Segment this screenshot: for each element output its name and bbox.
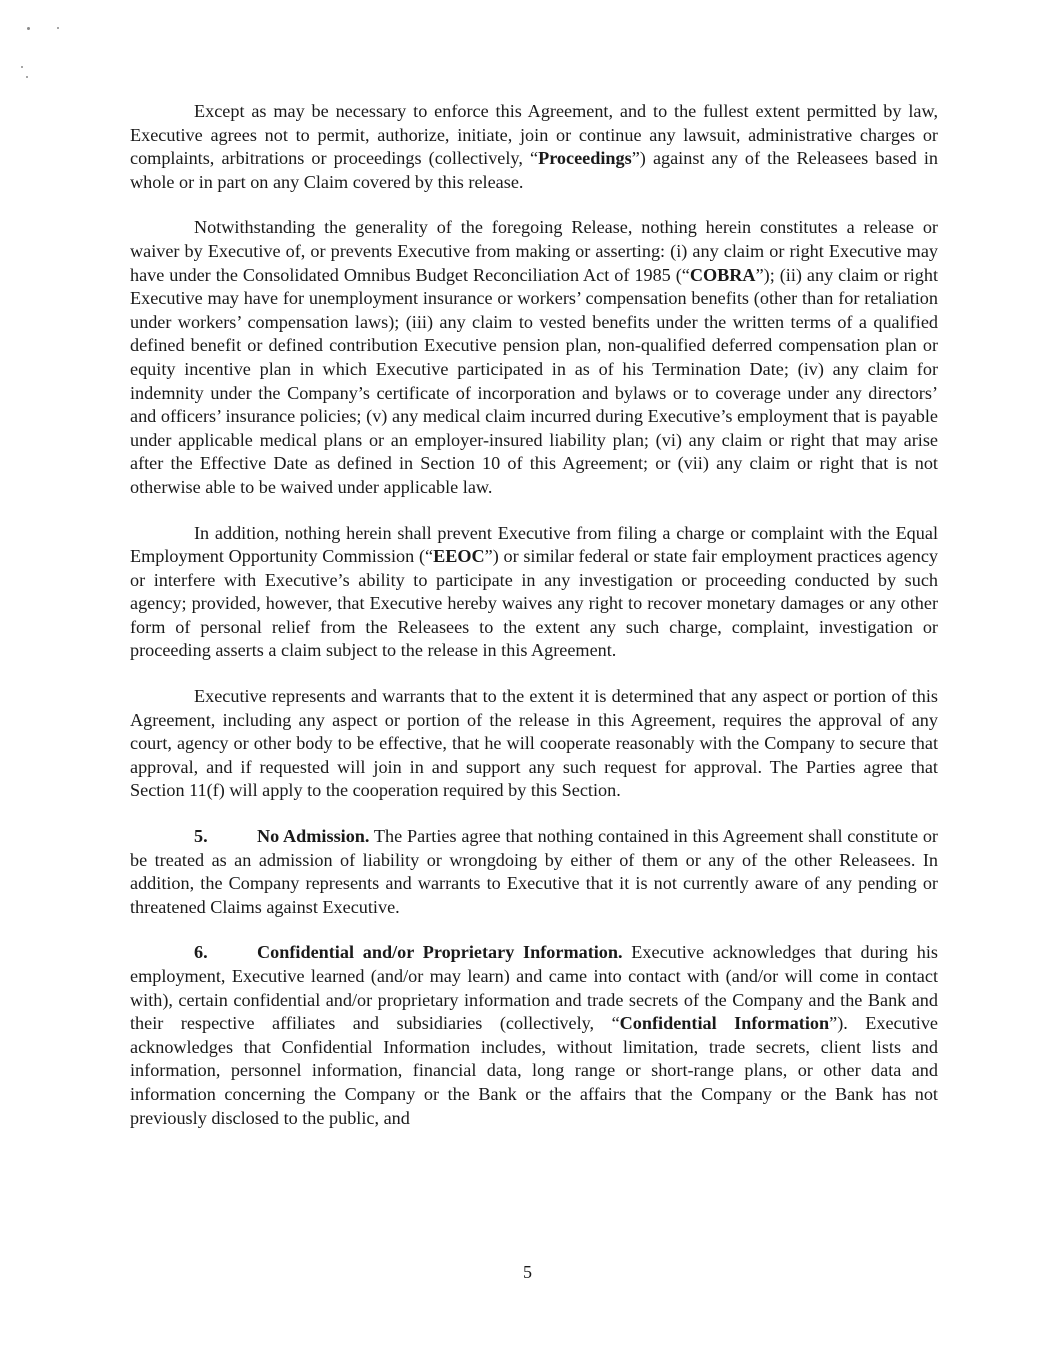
page-body (130, 100, 938, 1152)
defined-term: COBRA (689, 264, 756, 285)
paragraph-proceedings (130, 100, 938, 194)
scan-speck (57, 27, 59, 29)
text-segment: In addition, nothing herein shall prevent Executive from filing a charge or complaint with the Equal Employment Opportunity Commission (“ (130, 522, 938, 567)
text-segment: The Parties agree that nothing contained in this Agreement shall constitute or be treated as an admission of liability or wrongdoing by either of them or any of the other Releasees. In addition, the Company represents and warrants to Executive that it is not currently aware of any pending or threatened Claims against Executive. (130, 826, 938, 917)
paragraph-eeoc (130, 522, 938, 664)
section-number: 5. (194, 826, 208, 847)
page-number: 5 (523, 1262, 532, 1282)
section-6-confidential-information (130, 941, 938, 1130)
section-5-no-admission (130, 825, 938, 919)
section-heading: No Admission. (257, 826, 370, 847)
text-segment: ”). Executive acknowledges that Confidential Information includes, without limitation, trade secrets, client lists and information, personnel information, financial data, long range or short-range plans, or other data and information concerning the Company or the Bank or the affairs that the Company or the Bank has not previously disclosed to the public, and (130, 1013, 938, 1128)
scan-speck (26, 76, 28, 78)
defined-term: EEOC (433, 546, 485, 567)
text-segment: Executive acknowledges that during his employment, Executive learned (and/or may learn) and came into contact with (and/or will come in contact with), certain confidential and/or proprietary information and trade secrets of the Company and the Bank and their respective affiliates and subsidiaries (collectively, “ (130, 942, 938, 1034)
defined-term: Confidential Information (619, 1013, 830, 1034)
text-segment: Executive represents and warrants that to the extent it is determined that any aspect or portion of this Agreement, including any aspect or portion of the release in this Agreement, requires the approval of any court, agency or other body to be effective, that he will cooperate reasonably with the Company to secure that approval, and if requested will join in and support any such request for approval. The Parties agree that Section 11(f) will apply to the cooperation required by this Section. (130, 686, 938, 801)
scan-speck (21, 66, 23, 68)
defined-term: Proceedings (538, 148, 632, 169)
section-heading: Confidential and/or Proprietary Information. (257, 942, 623, 963)
paragraph-release-exceptions (130, 216, 938, 499)
text-segment: ”); (ii) any claim or right Executive may have for unemployment insurance or workers’ compensation benefits (other than for retaliation under workers’ compensation laws); (iii) any claim to vested benefits under the written terms of a qualified defined benefit or defined contribution Executive pension plan, non-qualified deferred compensation plan or equity incentive plan in which Executive participated in as of his Termination Date; (iv) any claim for indemnity under the Company’s certificate of incorporation and bylaws or to coverage under any directors’ and officers’ insurance policies; (v) any medical claim incurred during Executive’s employment that is payable under applicable medical plans or an employer-insured liability plan; (vi) any claim or right that may arise after the Effective Date as defined in Section 10 of this Agreement; or (vii) any claim or right that is not otherwise able to be waived under applicable law. (130, 264, 939, 497)
text-segment: ”) or similar federal or state fair employment practices agency or interfere with Executive’s ability to participate in any investigation or proceeding conducted by such agency; provided, however, that Executive hereby waives any right to recover monetary damages or any other form of personal relief from the Releasees to the extent any such charge, complaint, investigation or proceeding asserts a claim subject to the release in this Agreement. (130, 546, 939, 661)
text-segment: Except as may be necessary to enforce this Agreement, and to the fullest extent permitted by law, Executive agrees not to permit, authorize, initiate, join or continue any lawsuit, administrative charges or complaints, arbitrations or proceedings (collectively, “ (130, 101, 938, 169)
paragraph-approval-cooperation (130, 685, 938, 803)
text-segment: ”) against any of the Releasees based in whole or in part on any Claim covered by this release. (130, 148, 938, 192)
section-number: 6. (194, 942, 208, 963)
scan-speck (27, 27, 30, 30)
text-segment: Notwithstanding the generality of the foregoing Release, nothing herein constitutes a release or waiver by Executive of, or prevents Executive from making or asserting: (i) any claim or right Executive may have under the Consolidated Omnibus Budget Reconciliation Act of 1985 (“ (130, 217, 938, 285)
